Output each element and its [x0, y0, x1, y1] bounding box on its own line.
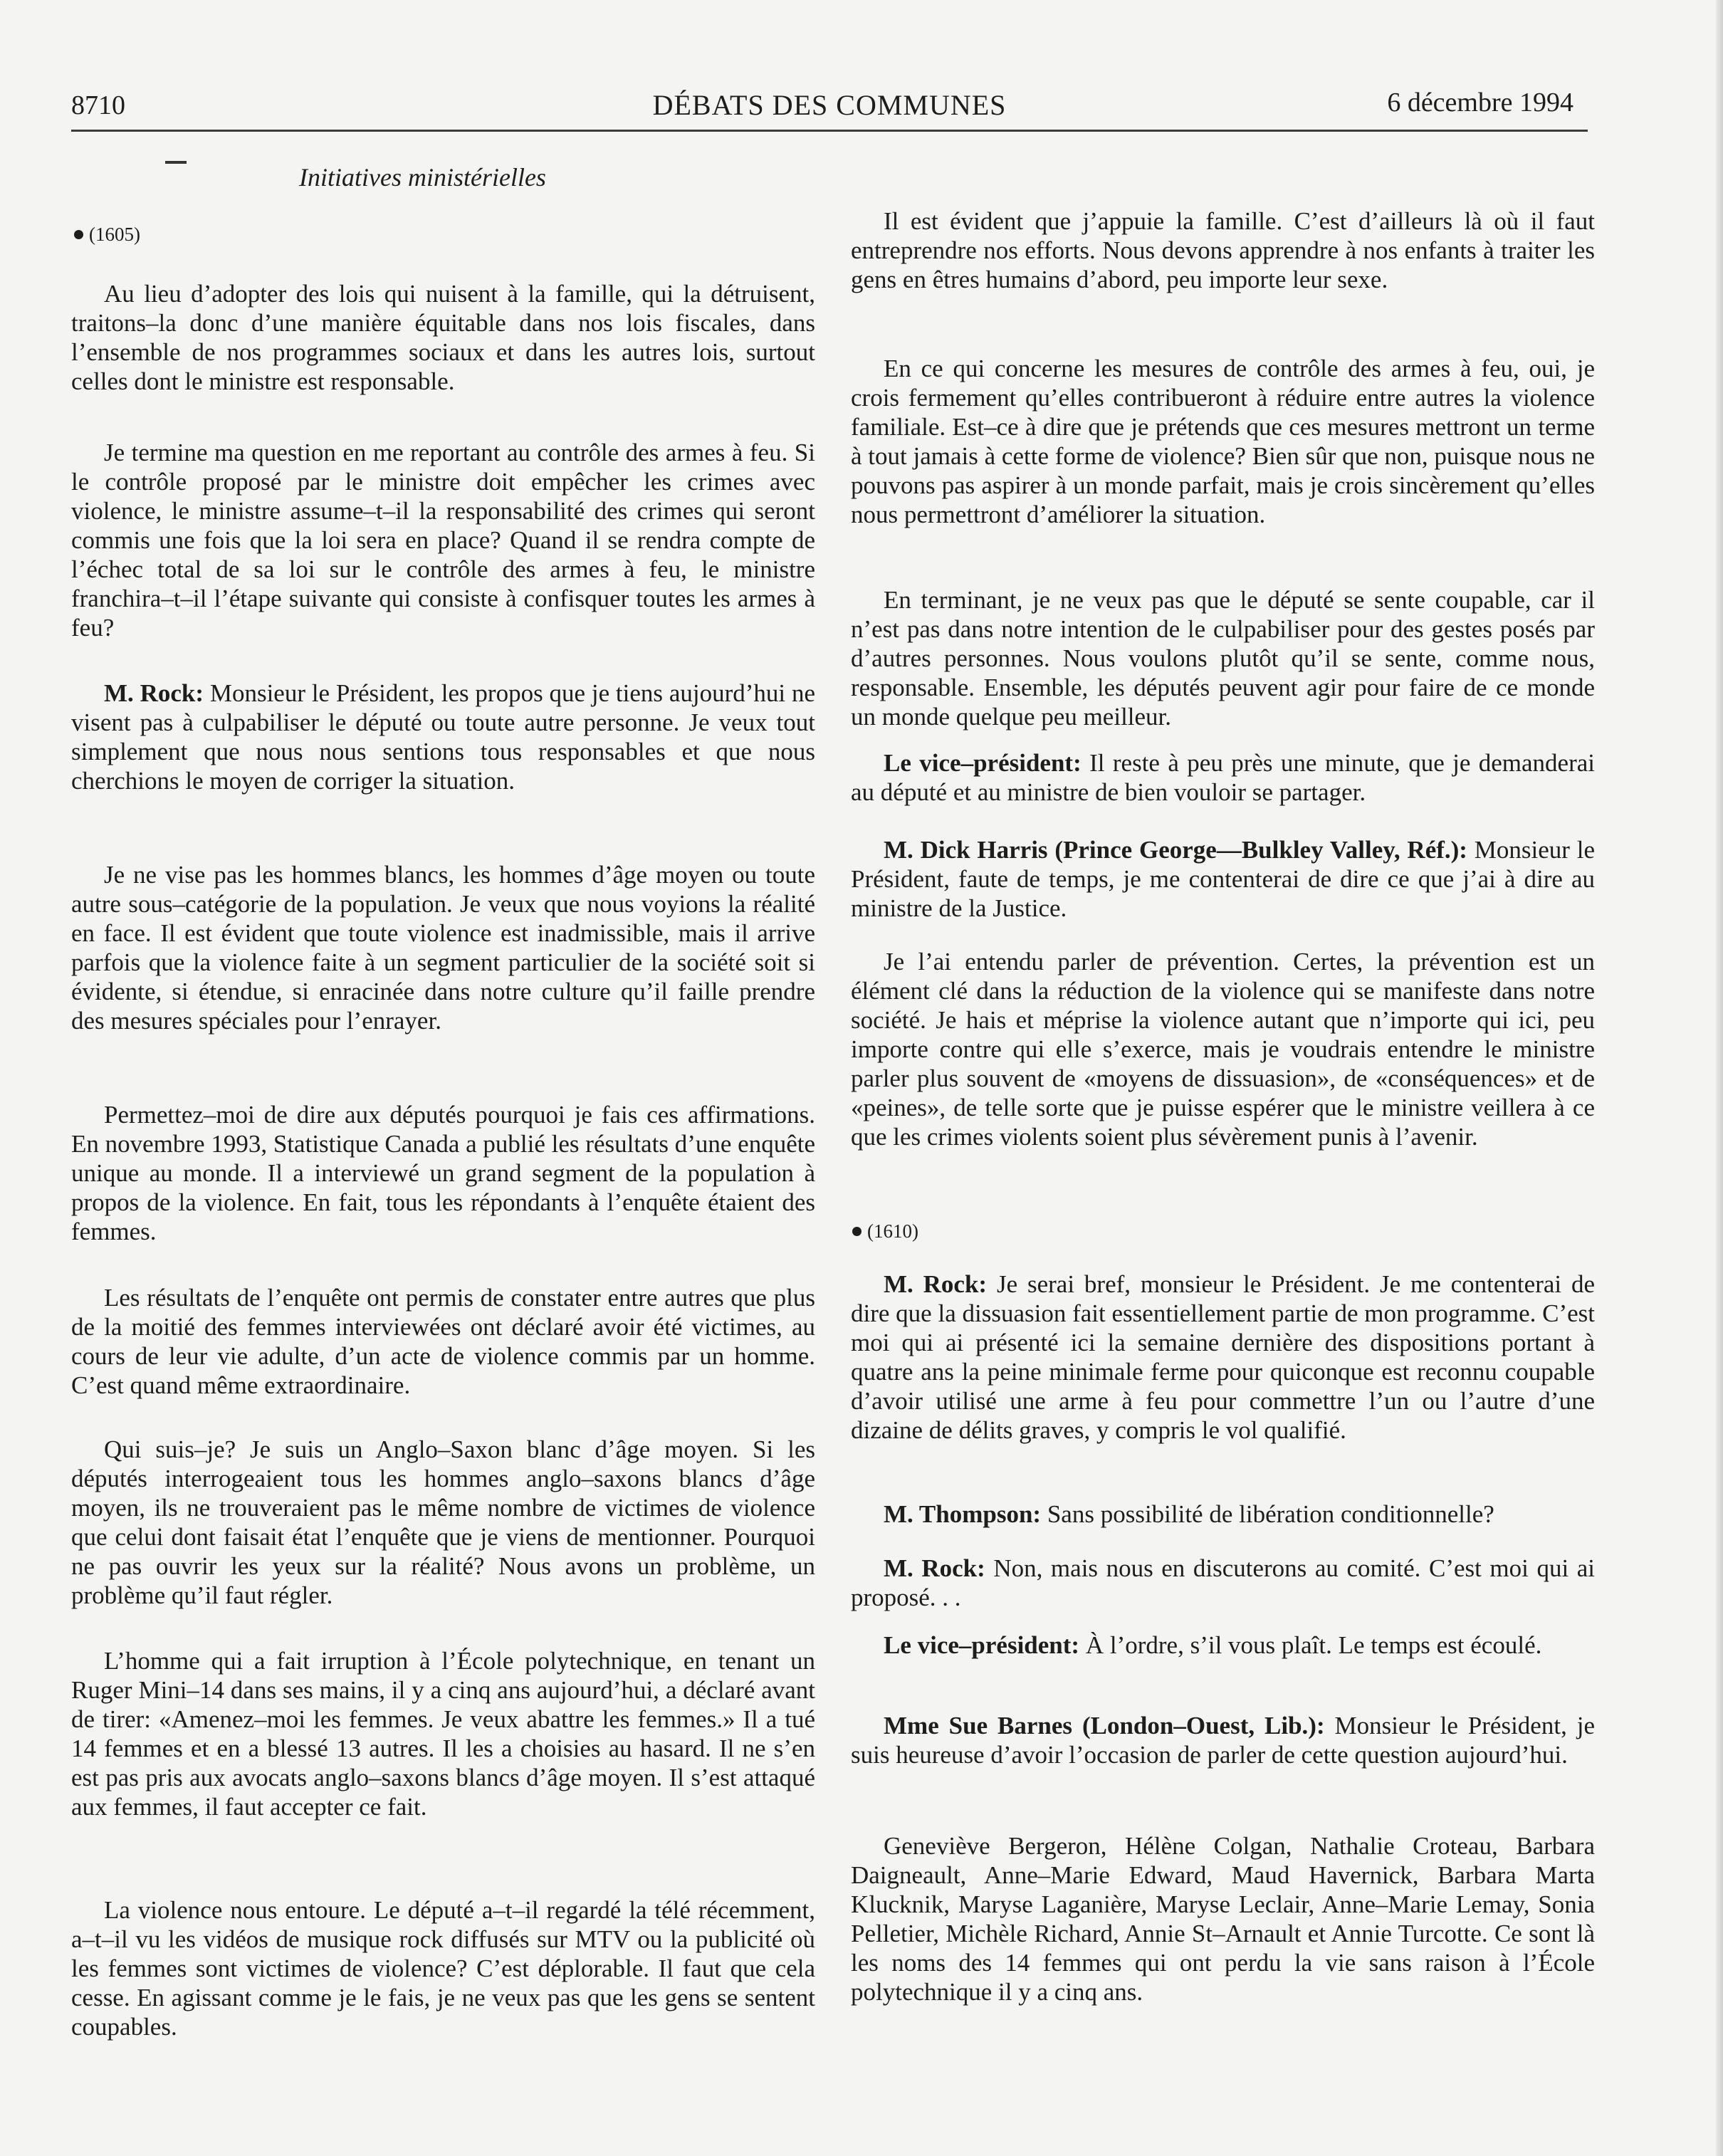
speaker-name: M. Rock:: [884, 1554, 985, 1582]
paragraph: [71, 1646, 815, 1821]
publication-date: 6 décembre 1994: [1387, 88, 1573, 117]
paragraph-text: Qui suis–je? Je suis un Anglo–Saxon blanc d’âge moyen. Si les députés interrogeaient tous les hommes anglo–saxons blancs d’âge moyen, ils ne trouveraient pas le même nombre de victimes de violence que celui dont faisait état l’enquête que je viens de mentionner. Pourquoi ne pas ouvrir les yeux sur la réalité? Nous avons un problème, un problème qu’il faut régler.: [71, 1435, 815, 1609]
page-number: 8710: [71, 90, 125, 120]
paragraph: [851, 1500, 1595, 1529]
paragraph: [851, 1554, 1595, 1612]
section-title: Initiatives ministérielles: [299, 163, 546, 192]
paragraph-text: Non, mais nous en discuterons au comité. C’est moi qui ai proposé. . .: [851, 1554, 1595, 1611]
paragraph: [851, 1270, 1595, 1445]
speaker-name: Le vice–président:: [884, 749, 1082, 777]
speaker-name: M. Rock:: [884, 1270, 988, 1298]
paragraph-text: Je serai bref, monsieur le Président. Je me contenterai de dire que la dissuasion fait essentiellement partie de mon programme. C’est moi qui ai présenté ici la semaine dernière des dispositions portant à quatre ans la peine minimale ferme pour quiconque est reconnu coupable d’avoir utilisé une arme à feu pour commettre l’un ou l’autre d’une dizaine de délits graves, y compris le vol qualifié.: [851, 1270, 1596, 1444]
margin-dash: [165, 161, 187, 164]
paragraph: [71, 1100, 815, 1246]
bullet-icon: [74, 230, 83, 239]
paragraph: [851, 354, 1595, 529]
paragraph: [851, 1831, 1595, 2006]
page-header: [71, 84, 1588, 127]
paragraph: [851, 748, 1595, 807]
paragraph-text: Il est évident que j’appuie la famille. C’est d’ailleurs là où il faut entreprendre nos efforts. Nous devons apprendre à nos enfants à traiter les gens en êtres humains d’abord, peu importe leur sexe.: [851, 207, 1595, 293]
publication-title: DÉBATS DES COMMUNES: [652, 89, 1007, 121]
paragraph-text: La violence nous entoure. Le député a–t–il regardé la télé récemment, a–t–il vu les vidéos de musique rock diffusés sur MTV ou la publicité où les femmes sont victimes de violence? C’est déplorable. Il faut que cela cesse. En agissant comme je le fais, je ne veux pas que les gens se sentent coupables.: [71, 1896, 815, 2041]
speaker-name: Le vice–président:: [884, 1631, 1080, 1659]
paragraph: [851, 947, 1595, 1151]
paragraph: [71, 1435, 815, 1610]
paragraph: [851, 585, 1595, 731]
paragraph-text: En terminant, je ne veux pas que le député se sente coupable, car il n’est pas dans notre intention de le culpabiliser pour des gestes posés par d’autres personnes. Nous voulons plutôt qu’il se sente, comme nous, responsable. Ensemble, les députés peuvent agir pour faire de ce monde un monde quelque peu meilleur.: [851, 586, 1595, 731]
paragraph: [71, 438, 815, 642]
paragraph-text: Monsieur le Président, faute de temps, je me contenterai de dire ce que j’ai à dire au ministre de la Justice.: [851, 836, 1595, 922]
paragraph-text: Je ne vise pas les hommes blancs, les hommes d’âge moyen ou toute autre sous–catégorie de la population. Je veux que nous voyions la réalité en face. Il est évident que toute violence est inadmissible, mais il arrive parfois que la violence faite à un segment particulier de la société soit si évidente, si étendue, si enracinée dans notre culture qu’il faille prendre des mesures spéciales pour l’enrayer.: [71, 861, 815, 1035]
paragraph-text: Je termine ma question en me reportant au contrôle des armes à feu. Si le contrôle proposé par le ministre doit empêcher les crimes avec violence, le ministre assume–t–il la responsabilité des crimes qui seront commis une fois que la loi sera en place? Quand il se rendra compte de l’échec total de sa loi sur le contrôle des armes à feu, le ministre franchira–t–il l’étape suivante qui consiste à confisquer toutes les armes à feu?: [71, 439, 815, 642]
paragraph-text: Sans possibilité de libération conditionnelle?: [1041, 1500, 1494, 1528]
paragraph-text: Il reste à peu près une minute, que je demanderai au député et au ministre de bien vouloir se partager.: [851, 749, 1596, 806]
paragraph: [851, 1631, 1595, 1660]
paragraph-text: À l’ordre, s’il vous plaît. Le temps est écoulé.: [1079, 1631, 1542, 1659]
paragraph-text: Monsieur le Président, je suis heureuse d’avoir l’occasion de parler de cette question aujourd’hui.: [851, 1712, 1595, 1769]
paragraph: [851, 206, 1595, 294]
time-marker-label: (1610): [867, 1220, 918, 1242]
scan-edge: [1716, 0, 1723, 2156]
paragraph-text: Je l’ai entendu parler de prévention. Certes, la prévention est un élément clé dans la réduction de la violence qui se manifeste dans notre société. Je hais et méprise la violence autant que n’importe qui ici, peu importe contre qui elle s’exerce, mais je voudrais entendre le ministre parler plus souvent de «moyens de dissuasion», de «conséquences» et de «peines», de telle sorte que je puisse espérer que le ministre veillera à ce que les crimes violents soient plus sévèrement punis à l’avenir.: [851, 948, 1595, 1151]
speaker-name: M. Dick Harris (Prince George—Bulkley Valley, Réf.):: [884, 836, 1467, 864]
paragraph-text: Geneviève Bergeron, Hélène Colgan, Nathalie Croteau, Barbara Daigneault, Anne–Marie Edward, Maud Havernick, Barbara Marta Klucknik, Maryse Laganière, Maryse Leclair, Anne–Marie Lemay, Sonia Pelletier, Michèle Richard, Annie St–Arnault et Annie Turcotte. Ce sont là les noms des 14 femmes qui ont perdu la vie sans raison à l’École polytechnique il y a cinq ans.: [851, 1832, 1595, 2006]
speaker-name: M. Rock:: [104, 679, 204, 707]
paragraph-text: Au lieu d’adopter des lois qui nuisent à la famille, qui la détruisent, traitons–la donc d’une manière équitable dans nos lois fiscales, dans l’ensemble de nos programmes sociaux et dans les autres lois, surtout celles dont le ministre est responsable.: [71, 280, 815, 395]
paragraph-text: En ce qui concerne les mesures de contrôle des armes à feu, oui, je crois fermement qu’elles contribueront à réduire entre autres la violence familiale. Est–ce à dire que je prétends que ces mesures mettront un terme à tout jamais à cette forme de violence? Bien sûr que non, puisque nous ne pouvons pas aspirer à un monde parfait, mais je crois sincèrement qu’elles nous permettront d’améliorer la situation.: [851, 355, 1595, 528]
speaker-name: M. Thompson:: [884, 1500, 1042, 1528]
paragraph: [71, 1895, 815, 2041]
time-marker-label: (1605): [89, 224, 140, 245]
time-marker: [852, 1220, 918, 1242]
header-rule: [71, 130, 1588, 132]
paragraph: [71, 860, 815, 1035]
paragraph: [71, 279, 815, 396]
paragraph: [851, 835, 1595, 923]
paragraph: [71, 679, 815, 795]
paragraph: [851, 1711, 1595, 1769]
paragraph: [71, 1283, 815, 1400]
bullet-icon: [852, 1227, 862, 1236]
paragraph-text: L’homme qui a fait irruption à l’École polytechnique, en tenant un Ruger Mini–14 dans ses mains, il y a cinq ans aujourd’hui, a déclaré avant de tirer: «Amenez–moi les femmes. Je veux abattre les femmes.» Il a tué 14 femmes et en a blessé 13 autres. Il les a choisies au hasard. Il ne s’en est pas pris aux avocats anglo–saxons blancs d’âge moyen. Il s’est attaqué aux femmes, il faut accepter ce fait.: [71, 1647, 815, 1821]
paragraph-text: Monsieur le Président, les propos que je tiens aujourd’hui ne visent pas à culpabiliser le député ou toute autre personne. Je veux tout simplement que nous nous sentions tous responsables et que nous cherchions le moyen de corriger la situation.: [71, 679, 815, 795]
speaker-name: Mme Sue Barnes (London–Ouest, Lib.):: [884, 1712, 1325, 1739]
paragraph-text: Permettez–moi de dire aux députés pourquoi je fais ces affirmations. En novembre 1993, Statistique Canada a publié les résultats d’une enquête unique au monde. Il a interviewé un grand segment de la population à propos de la violence. En fait, tous les répondants à l’enquête étaient des femmes.: [71, 1101, 815, 1245]
time-marker: [74, 224, 140, 246]
paragraph-text: Les résultats de l’enquête ont permis de constater entre autres que plus de la moitié des femmes interviewées ont déclaré avoir été victimes, au cours de leur vie adulte, d’un acte de violence commis par un homme. C’est quand même extraordinaire.: [71, 1284, 815, 1399]
